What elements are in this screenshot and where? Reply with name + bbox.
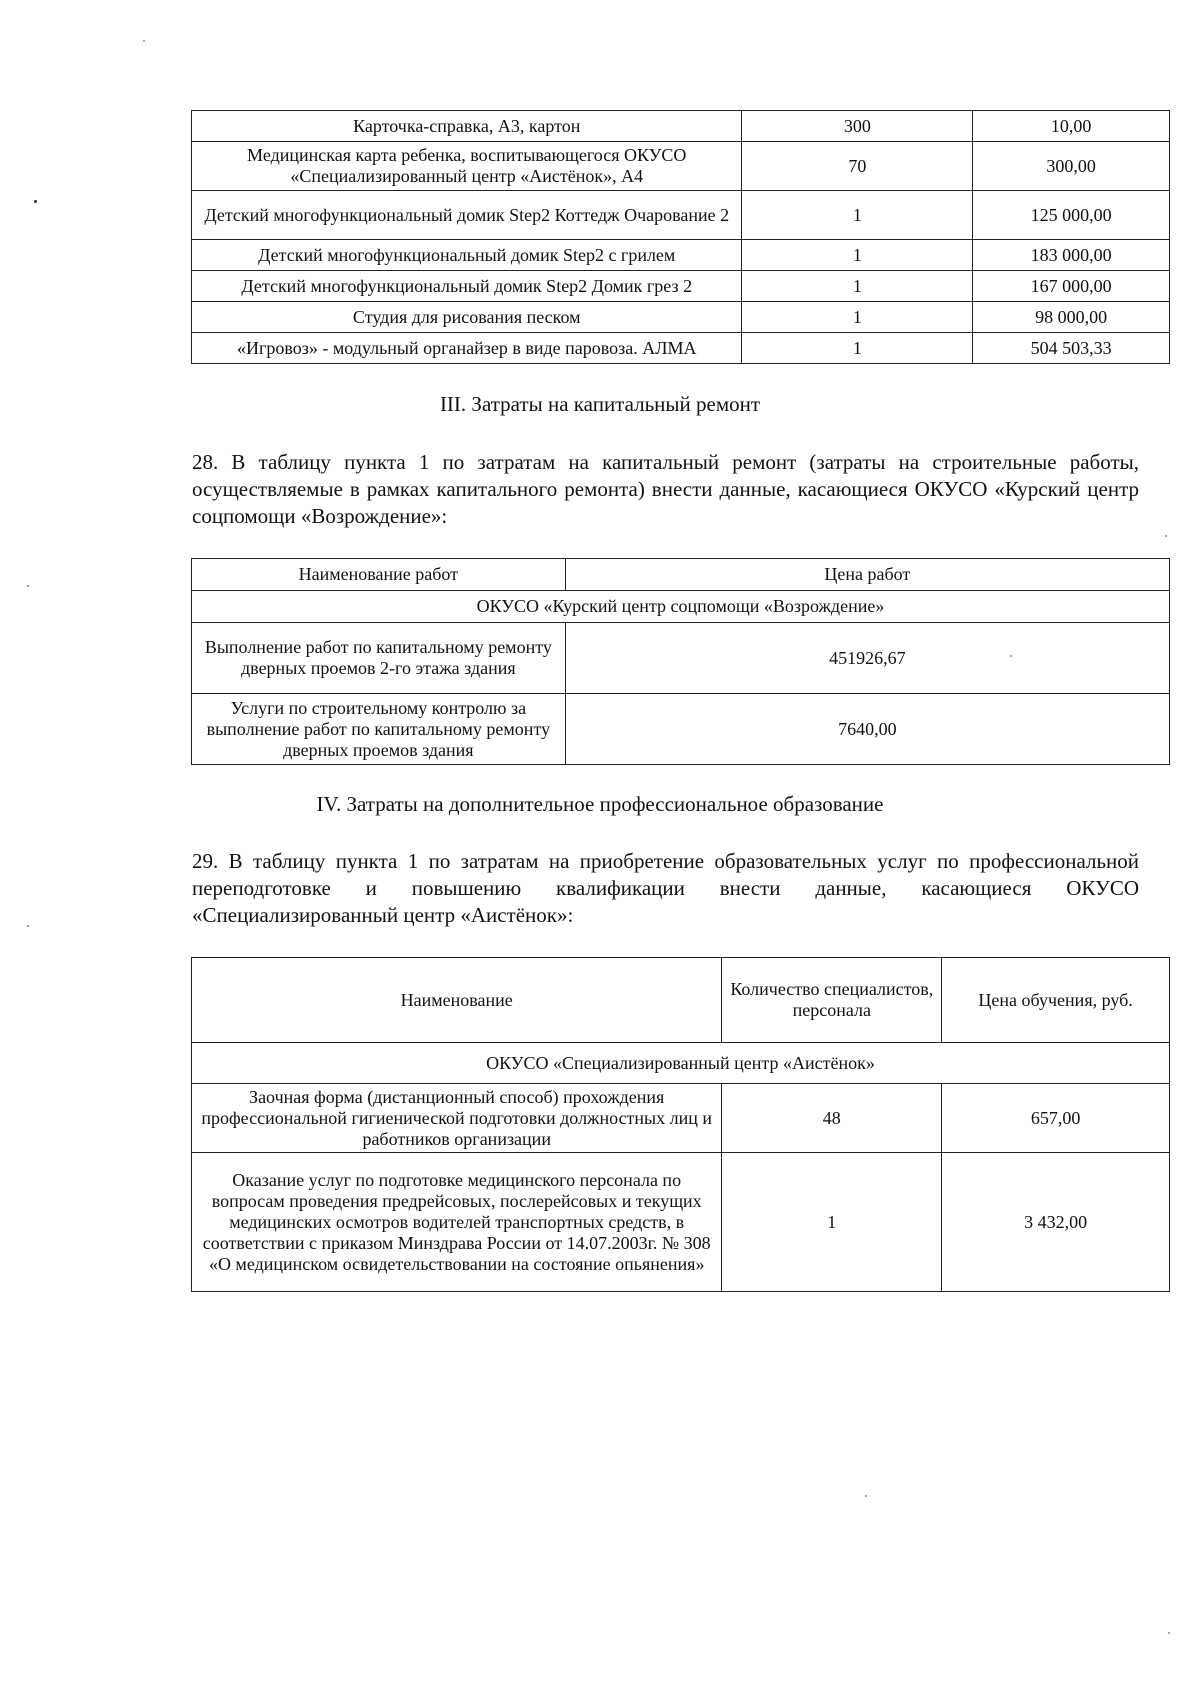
training-price: 3 432,00 [942, 1153, 1170, 1292]
item-name: «Игровоз» - модульный органайзер в виде паровоза. АЛМА [192, 333, 742, 364]
organization-name: ОКУСО «Курский центр соцпомощи «Возрождение» [192, 591, 1170, 623]
item-quantity: 1 [742, 302, 973, 333]
item-price: 504 503,33 [973, 333, 1170, 364]
scan-speck [1010, 655, 1012, 657]
table-row [192, 333, 1170, 364]
item-quantity: 300 [742, 111, 973, 142]
work-name: Услуги по строительному контролю за выполнение работ по капитальному ремонту дверных проемов здания [192, 694, 566, 765]
work-price: 451926,67 [565, 623, 1169, 694]
supplies-table [191, 110, 1170, 364]
column-header-training-price: Цена обучения, руб. [942, 958, 1170, 1043]
work-price: 7640,00 [565, 694, 1169, 765]
table-row [192, 142, 1170, 191]
item-name: Студия для рисования песком [192, 302, 742, 333]
section-heading-education: IV. Затраты на дополнительное профессиональное образование [316, 792, 884, 816]
organization-name: ОКУСО «Специализированный центр «Аистёнок» [192, 1043, 1170, 1084]
table-header-row [192, 559, 1170, 591]
section-heading-capital-repair: III. Затраты на капитальный ремонт [439, 392, 761, 416]
item-price: 10,00 [973, 111, 1170, 142]
scan-speck [1168, 1632, 1170, 1634]
table-org-row [192, 591, 1170, 623]
item-price: 167 000,00 [973, 271, 1170, 302]
table-row [192, 302, 1170, 333]
scan-speck [34, 200, 37, 203]
staff-count: 1 [722, 1153, 942, 1292]
item-quantity: 1 [742, 333, 973, 364]
item-name: Карточка-справка, А3, картон [192, 111, 742, 142]
table-org-row [192, 1043, 1170, 1084]
table-row [192, 111, 1170, 142]
column-header-work-price: Цена работ [565, 559, 1169, 591]
table-header-row [192, 958, 1170, 1043]
table-row [192, 623, 1170, 694]
table-row [192, 1153, 1170, 1292]
table-row [192, 1084, 1170, 1153]
education-table [191, 957, 1170, 1292]
paragraph-29: 29. В таблицу пункта 1 по затратам на приобретение образовательных услуг по профессиональной переподготовке и повышению квалификации внести данные, касающиеся ОКУСО «Специализированный центр «Аистёнок»: [192, 849, 1139, 927]
item-price: 300,00 [973, 142, 1170, 191]
scan-speck [865, 1495, 867, 1497]
item-name: Медицинская карта ребенка, воспитывающегося ОКУСО «Специализированный центр «Аистёнок», А4 [192, 142, 742, 191]
column-header-work-name: Наименование работ [192, 559, 566, 591]
item-quantity: 1 [742, 240, 973, 271]
training-price: 657,00 [942, 1084, 1170, 1153]
item-name: Детский многофункциональный домик Step2 Коттедж Очарование 2 [192, 191, 742, 240]
item-quantity: 70 [742, 142, 973, 191]
item-price: 125 000,00 [973, 191, 1170, 240]
paragraph-28: 28. В таблицу пункта 1 по затратам на капитальный ремонт (затраты на строительные работы, осуществляемые в рамках капитального ремонта) внести данные, касающиеся ОКУСО «Курский центр соцпомощи «Возрождение»: [192, 450, 1139, 528]
staff-count: 48 [722, 1084, 942, 1153]
scan-speck [27, 925, 29, 927]
table-row [192, 240, 1170, 271]
course-name: Заочная форма (дистанционный способ) прохождения профессиональной гигиенической подготовки должностных лиц и работников организации [192, 1084, 722, 1153]
scan-speck [27, 585, 29, 587]
table-row [192, 271, 1170, 302]
course-name: Оказание услуг по подготовке медицинского персонала по вопросам проведения предрейсовых, послерейсовых и текущих медицинских осмотров водителей транспортных средств, в соответствии с приказом Минздрава России от 14.07.2003г. № 308 «О медицинском освидетельствовании на состояние опьянения» [192, 1153, 722, 1292]
scan-speck [143, 40, 145, 42]
column-header-staff-count: Количество специалистов, персонала [722, 958, 942, 1043]
item-quantity: 1 [742, 271, 973, 302]
scan-speck [1165, 535, 1167, 537]
item-price: 98 000,00 [973, 302, 1170, 333]
item-name: Детский многофункциональный домик Step2 с грилем [192, 240, 742, 271]
item-name: Детский многофункциональный домик Step2 Домик грез 2 [192, 271, 742, 302]
item-quantity: 1 [742, 191, 973, 240]
capital-repair-table [191, 558, 1170, 765]
column-header-name: Наименование [192, 958, 722, 1043]
item-price: 183 000,00 [973, 240, 1170, 271]
table-row [192, 694, 1170, 765]
work-name: Выполнение работ по капитальному ремонту дверных проемов 2-го этажа здания [192, 623, 566, 694]
table-row [192, 191, 1170, 240]
